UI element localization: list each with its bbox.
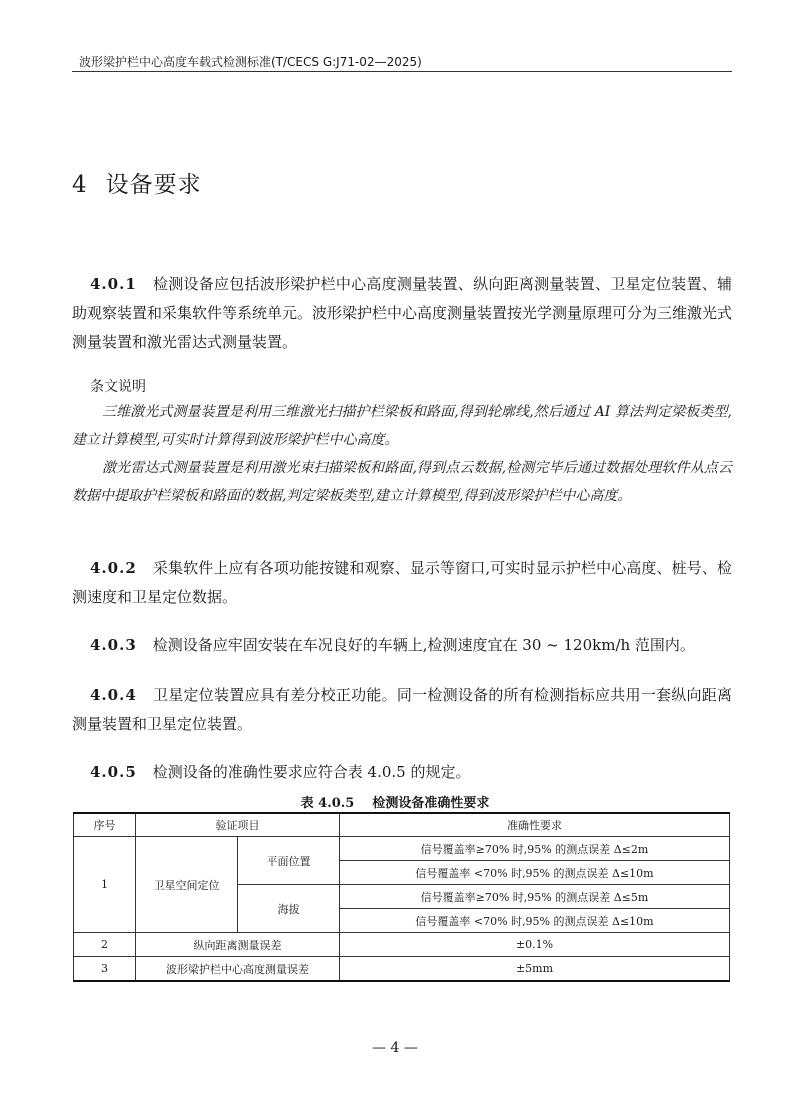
clause-number: 4.0.4 [90, 686, 137, 704]
clause-text: 采集软件上应有各项功能按键和观察、显示等窗口,可实时显示护栏中心高度、桩号、检测速度和卫星定位数据。 [72, 559, 732, 606]
clause-number: 4.0.5 [90, 763, 137, 781]
header-item: 验证项目 [136, 813, 340, 837]
clause-text: 检测设备应牢固安装在车况良好的车辆上,检测速度宜在 30 ~ 120km/h 范围内。 [152, 636, 695, 654]
explanation-paragraph: 激光雷达式测量装置是利用激光束扫描梁板和路面,得到点云数据,检测完毕后通过数据处理软件从点云数据中提取护栏梁板和路面的数据,判定梁板类型,建立计算模型,得到波形梁护栏中心高度。 [72, 460, 732, 504]
header-seq: 序号 [74, 813, 136, 837]
table-number: 表 4.0.5 [300, 796, 355, 811]
chapter-title: 设备要求 [105, 172, 202, 198]
cell-item: 纵向距离测量误差 [136, 933, 340, 957]
table-row [74, 837, 730, 861]
table-caption [0, 792, 790, 811]
clause-4-0-1 [72, 270, 732, 357]
cell-requirement: 信号覆盖率≥70% 时,95% 的测点误差 Δ≤5m [340, 885, 730, 909]
clause-4-0-5 [72, 758, 732, 787]
accuracy-table [73, 812, 730, 982]
cell-subitem: 平面位置 [238, 837, 340, 885]
explanation-paragraph: 三维激光式测量装置是利用三维激光扫描护栏梁板和路面,得到轮廓线,然后通过 AI 算法判定梁板类型,建立计算模型,可实时计算得到波形梁护栏中心高度。 [72, 404, 732, 448]
cell-requirement: ±5mm [340, 957, 730, 982]
cell-requirement: 信号覆盖率 <70% 时,95% 的测点误差 Δ≤10m [340, 909, 730, 933]
clause-number: 4.0.2 [90, 559, 137, 577]
clause-text: 检测设备的准确性要求应符合表 4.0.5 的规定。 [152, 763, 471, 781]
clause-text: 检测设备应包括波形梁护栏中心高度测量装置、纵向距离测量装置、卫星定位装置、辅助观察装置和采集软件等系统单元。波形梁护栏中心高度测量装置按光学测量原理可分为三维激光式测量装置和激光雷达式测量装置。 [72, 275, 733, 351]
cell-subitem: 海拔 [238, 885, 340, 933]
clause-4-0-2 [72, 554, 732, 612]
chapter-heading [72, 166, 202, 199]
clause-number: 4.0.3 [90, 636, 137, 654]
clause-text: 卫星定位装置应具有差分校正功能。同一检测设备的所有检测指标应共用一套纵向距离测量装置和卫星定位装置。 [72, 686, 732, 733]
cell-item: 波形梁护栏中心高度测量误差 [136, 957, 340, 982]
running-header: 波形梁护栏中心高度车载式检测标准(T/CECS G:J71-02—2025) [79, 55, 422, 69]
page-number: — 4 — [372, 1040, 418, 1056]
cell-seq: 2 [74, 933, 136, 957]
header-requirement: 准确性要求 [340, 813, 730, 837]
cell-requirement: 信号覆盖率 <70% 时,95% 的测点误差 Δ≤10m [340, 861, 730, 885]
table-row [74, 933, 730, 957]
explanation-title: 条文说明 [90, 379, 146, 395]
cell-item: 卫星空间定位 [136, 837, 238, 933]
cell-requirement: 信号覆盖率≥70% 时,95% 的测点误差 Δ≤2m [340, 837, 730, 861]
table-row [74, 957, 730, 982]
header-rule [72, 71, 732, 72]
table-header-row [74, 813, 730, 837]
chapter-number: 4 [72, 172, 88, 198]
cell-seq: 1 [74, 837, 136, 933]
clause-4-0-4 [72, 681, 732, 739]
cell-seq: 3 [74, 957, 136, 982]
clause-number: 4.0.1 [90, 275, 137, 293]
clause-4-0-3 [72, 631, 732, 660]
table-caption-text: 检测设备准确性要求 [372, 796, 490, 811]
cell-requirement: ±0.1% [340, 933, 730, 957]
